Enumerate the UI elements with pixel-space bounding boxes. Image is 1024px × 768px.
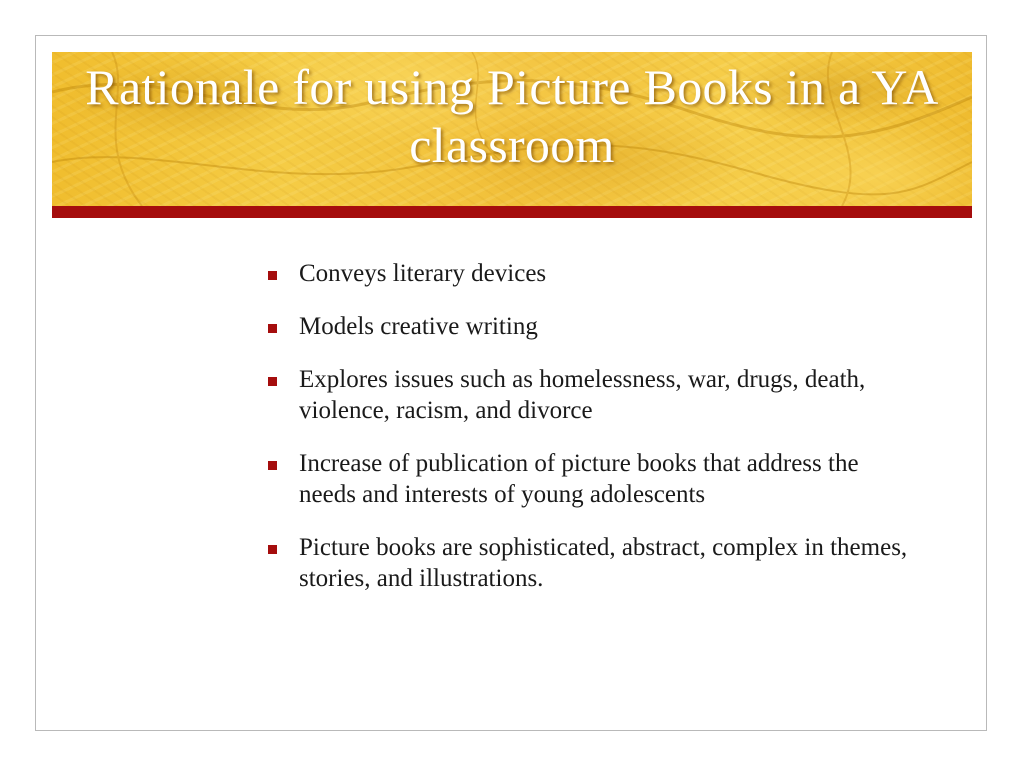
bullet-item xyxy=(268,364,908,426)
bullet-text: Explores issues such as homelessness, war, drugs, death, violence, racism, and divorce xyxy=(299,366,866,424)
square-bullet-icon xyxy=(268,324,277,333)
bullet-item xyxy=(268,448,908,510)
bullet-item xyxy=(268,311,908,342)
square-bullet-icon xyxy=(268,461,277,470)
bullet-text: Conveys literary devices xyxy=(299,260,547,287)
bullet-item xyxy=(268,258,908,289)
square-bullet-icon xyxy=(268,377,277,386)
title-banner xyxy=(52,52,972,206)
square-bullet-icon xyxy=(268,545,277,554)
bullet-text: Models creative writing xyxy=(299,313,538,340)
bullet-list xyxy=(268,258,908,616)
slide-title: Rationale for using Picture Books in a YA classroom xyxy=(85,59,939,173)
bullet-text: Picture books are sophisticated, abstract, complex in themes, stories, and illustrations. xyxy=(299,534,908,592)
bullet-item xyxy=(268,532,908,594)
square-bullet-icon xyxy=(268,271,277,280)
title-accent-bar xyxy=(52,206,972,218)
bullet-text: Increase of publication of picture books that address the needs and interests of young adolescents xyxy=(299,450,859,508)
